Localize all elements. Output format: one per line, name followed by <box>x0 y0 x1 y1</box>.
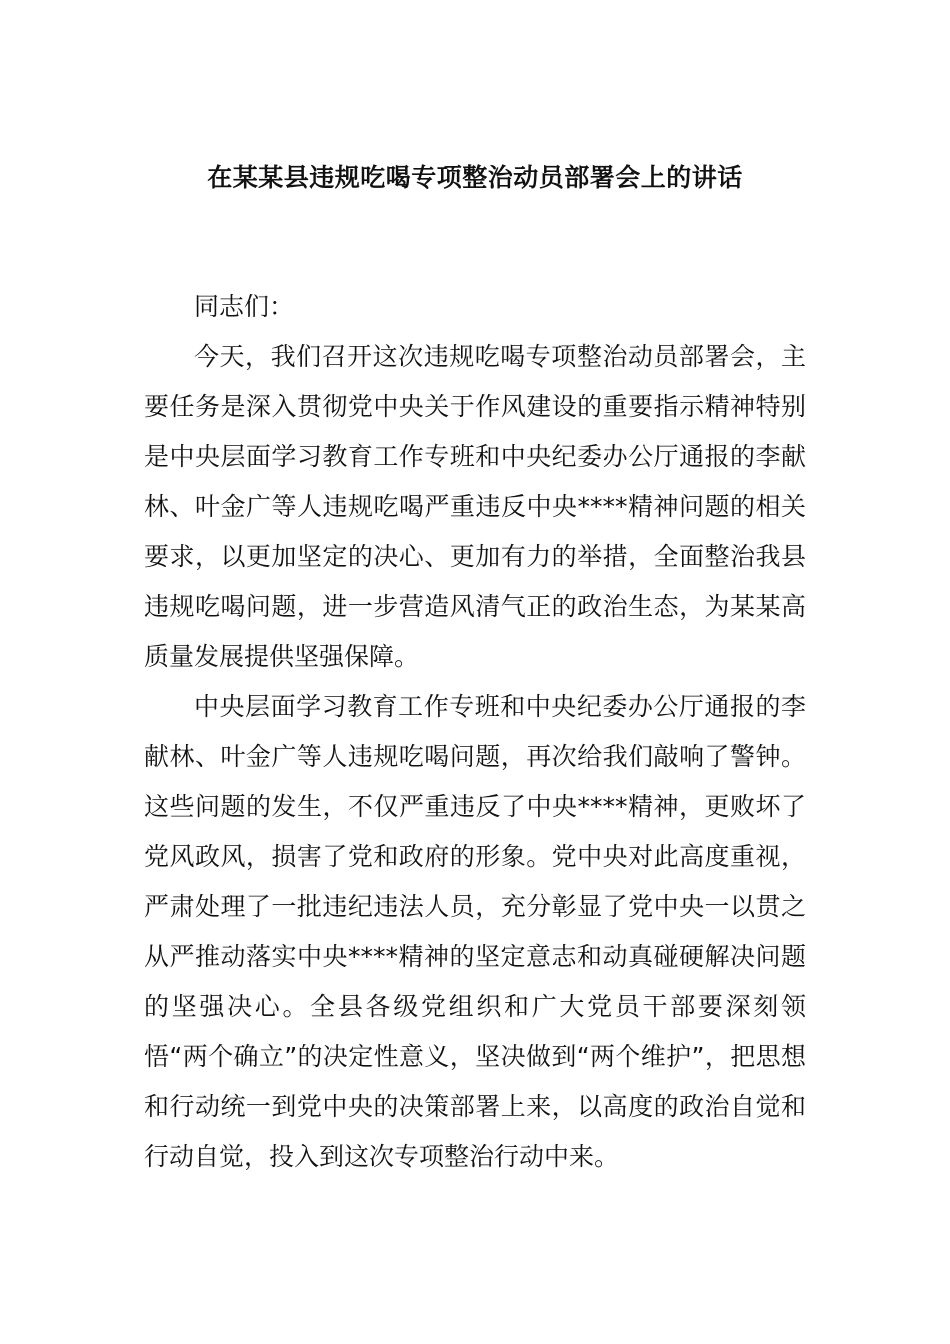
document-title: 在某某县违规吃喝专项整治动员部署会上的讲话 <box>207 163 743 192</box>
paragraph-2: 中央层面学习教育工作专班和中央纪委办公厅通报的李献林、叶金广等人违规吃喝问题，再次给我们敲响了警钟。这些问题的发生，不仅严重违反了中央****精神，更败坏了党风政风，损害了党和政府的形象。党中央对此高度重视，严肃处理了一批违纪违法人员，充分彰显了党中央一以贯之从严推动落实中央****精神的坚定意志和动真碰硬解决问题的坚强决心。全县各级党组织和广大党员干部要深刻领悟“两个确立”的决定性意义，坚决做到“两个维护”，把思想和行动统一到党中央的决策部署上来，以高度的政治自觉和行动自觉，投入到这次专项整治行动中来。 <box>144 692 806 1171</box>
salutation: 同志们： <box>194 292 295 321</box>
document-body <box>144 282 806 1182</box>
paragraph-1: 今天，我们召开这次违规吃喝专项整治动员部署会，主要任务是深入贯彻党中央关于作风建设的重要指示精神特别是中央层面学习教育工作专班和中央纪委办公厅通报的李献林、叶金广等人违规吃喝严重违反中央****精神问题的相关要求，以更加坚定的决心、更加有力的举措，全面整治我县违规吃喝问题，进一步营造风清气正的政治生态，为某某高质量发展提供坚强保障。 <box>144 342 806 671</box>
